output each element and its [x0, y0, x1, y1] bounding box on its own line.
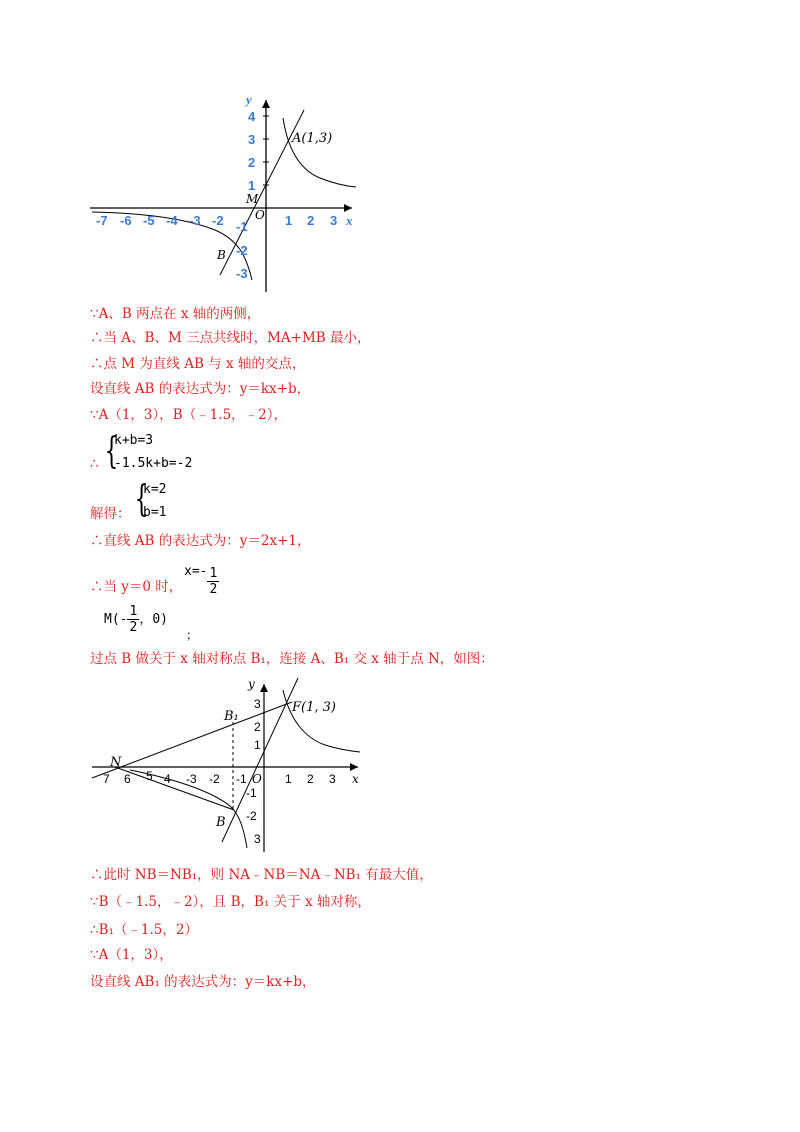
point-m-num: 1 [129, 604, 138, 619]
figure-2-graph [85, 672, 370, 857]
system-2-eq-1: k=2 [143, 482, 167, 497]
solution-line-14: ∴B₁（﹣1.5，2） [90, 922, 198, 938]
fig2-x-tick: -2 [209, 772, 220, 786]
fig2-y-arrow [260, 684, 268, 692]
fig2-y-tick: 3 [254, 832, 261, 846]
fig2-x-tick: 5 [146, 769, 153, 783]
solution-line-12: ∴此时 NB＝NB₁，则 NA﹣NB＝NA﹣NB₁ 有最大值， [90, 867, 433, 883]
fig1-x-tick: 1 [285, 213, 293, 228]
fig1-x-tick: -1 [236, 219, 248, 234]
fig1-y-tick: 4 [248, 109, 256, 124]
solution-line-3: ∴点 M 为直线 AB 与 x 轴的交点， [90, 356, 306, 372]
system-2-brace: { [134, 479, 149, 520]
fig1-origin-label: O [255, 208, 265, 222]
system-1-eq-1: k+b=3 [114, 433, 154, 448]
fig1-y-label: y [246, 92, 252, 107]
fig1-x-label: x [346, 213, 353, 228]
fig2-x-tick: 4 [164, 772, 171, 786]
system-1-brace: { [104, 431, 119, 472]
fig2-y-tick: -2 [246, 809, 257, 823]
fig2-point-f-label: F(1, 3) [292, 700, 336, 715]
fig1-x-tick: -3 [189, 213, 201, 228]
fig2-y-tick: 3 [254, 697, 261, 711]
x-value-den: 2 [209, 582, 218, 597]
solution-line-2: ∴当 A、B、M 三点共线时，MA+MB 最小， [90, 330, 371, 346]
fig1-y-arrow [262, 100, 270, 108]
fig2-x-tick: 7 [103, 772, 110, 786]
point-m-expression [104, 604, 168, 635]
solution-line-5: ∵A（1，3），B（﹣1.5，﹣2）， [90, 407, 287, 423]
x-value-expression [184, 564, 219, 597]
fig1-point-a-label: A(1,3) [292, 131, 333, 146]
fig1-x-tick: -6 [120, 213, 132, 228]
fig1-x-tick: 3 [330, 213, 338, 228]
fig2-x-tick: 3 [329, 772, 336, 786]
fig2-y-tick: -1 [246, 786, 257, 800]
fig2-point-b-label: B [216, 815, 226, 830]
fig2-x-tick: 2 [307, 772, 314, 786]
fig2-point-n-label: N [110, 755, 122, 770]
x-value-num: 1 [209, 566, 218, 581]
fig2-y-tick: 2 [254, 720, 261, 734]
fig1-y-tick: -3 [236, 266, 248, 281]
system-2-eq-2: b=1 [143, 505, 167, 520]
solution-line-16: 设直线 AB₁ 的表达式为：y＝kx+b， [90, 974, 316, 990]
solution-line-11: 过点 B 做关于 x 轴对称点 B₁，连接 A、B₁ 交 x 轴于点 N，如图： [90, 651, 494, 667]
solution-line-13: ∵B（﹣1.5，﹣2），且 B，B₁ 关于 x 轴对称， [90, 894, 371, 910]
fig1-y-tick: 1 [248, 178, 256, 193]
point-m-lhs: M(- [104, 612, 128, 627]
fig1-hyperbola-right [283, 118, 356, 187]
fig1-x-arrow [344, 204, 352, 212]
fig2-y-label: y [248, 677, 255, 691]
point-m-fraction [127, 604, 139, 635]
x-value-fraction [207, 566, 219, 597]
figure-1-graph [85, 88, 365, 298]
fig2-origin-label: O [252, 772, 262, 786]
fig2-x-tick: -3 [186, 772, 197, 786]
fig1-x-tick: 2 [307, 213, 315, 228]
solution-line-4: 设直线 AB 的表达式为：y＝kx+b， [90, 381, 311, 397]
solution-line-1: ∵A、B 两点在 x 轴的两侧， [90, 306, 261, 322]
fig2-point-b1-label: B₁ [224, 709, 239, 724]
fig2-x-label: x [352, 772, 359, 786]
fig2-x-arrow [350, 763, 358, 771]
fig1-y-tick: -2 [236, 243, 248, 258]
point-m-den: 2 [129, 620, 138, 635]
fig2-x-tick: 6 [124, 772, 131, 786]
fig1-x-tick: -7 [96, 213, 108, 228]
system-1-eq-2: -1.5k+b=-2 [114, 456, 193, 471]
solution-line-15: ∵A（1，3）， [90, 947, 173, 963]
fig1-y-tick: 2 [248, 155, 256, 170]
solution-line-9: ∴当 y＝0 时， [90, 579, 183, 595]
fig2-x-tick: 1 [285, 772, 292, 786]
system-2-prefix: 解得： [90, 506, 131, 522]
x-value-lhs: x=- [184, 564, 208, 579]
fig1-point-b-label: B [217, 248, 226, 262]
solution-line-8: ∴直线 AB 的表达式为：y＝2x+1， [90, 533, 311, 549]
point-m-suffix: ； [186, 628, 199, 642]
point-m-rhs: ，0) [139, 612, 168, 627]
fig1-x-tick: -4 [166, 213, 178, 228]
fig2-y-tick: 1 [254, 738, 261, 752]
fig1-y-tick: 3 [248, 132, 256, 147]
fig1-point-m-label: M [246, 192, 259, 206]
fig2-x-tick: -1 [236, 772, 247, 786]
fig1-x-tick: -2 [212, 213, 224, 228]
system-1-prefix: ∴ [90, 456, 99, 472]
fig1-x-tick: -5 [143, 213, 155, 228]
